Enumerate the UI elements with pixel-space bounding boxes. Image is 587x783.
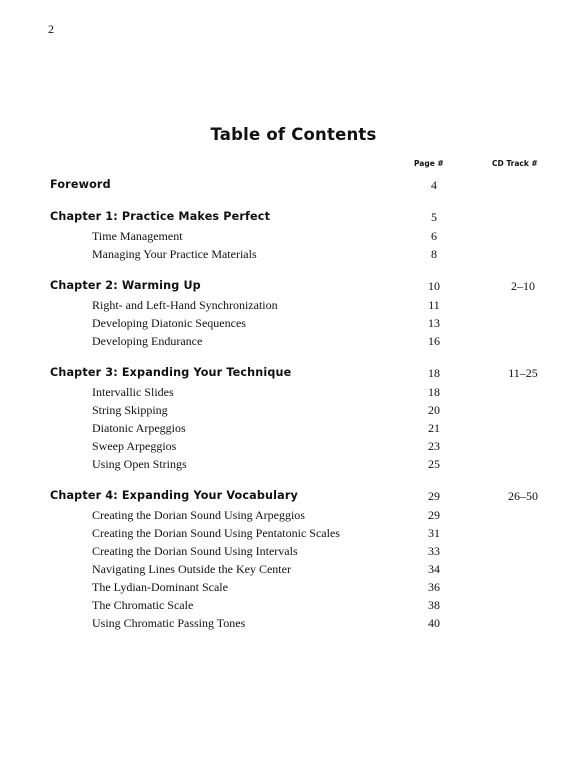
toc-entry-label: The Chromatic Scale bbox=[92, 598, 194, 612]
toc-entry-row bbox=[0, 332, 587, 350]
toc-entry-row bbox=[0, 383, 587, 401]
toc-heading-label: Chapter 2: Warming Up bbox=[50, 279, 201, 292]
toc-cd-track: 11–25 bbox=[508, 366, 538, 380]
toc-entry-label: Developing Endurance bbox=[92, 334, 203, 348]
toc-heading-row bbox=[0, 208, 587, 226]
toc-entry-label: Developing Diatonic Sequences bbox=[92, 316, 246, 330]
toc-heading-label: Foreword bbox=[50, 178, 111, 191]
toc-entry-row bbox=[0, 227, 587, 245]
toc-entry-row bbox=[0, 596, 587, 614]
toc-heading-row bbox=[0, 277, 587, 295]
page-title: Table of Contents bbox=[210, 125, 377, 144]
toc-page-number: 40 bbox=[428, 616, 440, 630]
toc-entry-label: Sweep Arpeggios bbox=[92, 439, 177, 453]
toc-page-number: 33 bbox=[428, 544, 440, 558]
toc-page-number: 11 bbox=[428, 298, 440, 312]
toc-page-number: 10 bbox=[428, 279, 440, 293]
toc-page-number: 13 bbox=[428, 316, 440, 330]
toc-page-number: 20 bbox=[428, 403, 440, 417]
toc-entry-row bbox=[0, 296, 587, 314]
toc-heading-row bbox=[0, 487, 587, 505]
column-header-page: Page # bbox=[414, 159, 444, 168]
toc-entry-label: Managing Your Practice Materials bbox=[92, 247, 257, 261]
toc-page-number: 25 bbox=[428, 457, 440, 471]
toc-page-number: 29 bbox=[428, 508, 440, 522]
toc-page-number: 18 bbox=[428, 366, 440, 380]
toc-cd-track: 2–10 bbox=[511, 279, 535, 293]
toc-entry-label: String Skipping bbox=[92, 403, 168, 417]
toc-entry-label: Navigating Lines Outside the Key Center bbox=[92, 562, 291, 576]
toc-entry-label: Diatonic Arpeggios bbox=[92, 421, 186, 435]
toc-page-number: 29 bbox=[428, 489, 440, 503]
toc-entry-label: Intervallic Slides bbox=[92, 385, 174, 399]
toc-entry-row bbox=[0, 419, 587, 437]
toc-entry-row bbox=[0, 542, 587, 560]
toc-heading-row bbox=[0, 364, 587, 382]
toc-entry-row bbox=[0, 245, 587, 263]
toc-page-number: 31 bbox=[428, 526, 440, 540]
toc-heading-label: Chapter 4: Expanding Your Vocabulary bbox=[50, 489, 298, 502]
toc-heading-row bbox=[0, 176, 587, 194]
toc-entry-row bbox=[0, 524, 587, 542]
toc-entry-row bbox=[0, 437, 587, 455]
toc-entry-row bbox=[0, 401, 587, 419]
toc-heading-label: Chapter 1: Practice Makes Perfect bbox=[50, 210, 271, 223]
toc-cd-track: 26–50 bbox=[508, 489, 538, 503]
toc-entry-label: Creating the Dorian Sound Using Arpeggios bbox=[92, 508, 305, 522]
toc-entry-row bbox=[0, 455, 587, 473]
column-header-cd-track: CD Track # bbox=[492, 159, 538, 168]
toc-page-number: 5 bbox=[431, 210, 437, 224]
toc-page-number: 34 bbox=[428, 562, 440, 576]
toc-entry-label: Using Open Strings bbox=[92, 457, 187, 471]
toc-page-number: 18 bbox=[428, 385, 440, 399]
toc-entry-row bbox=[0, 560, 587, 578]
toc-page-number: 4 bbox=[431, 178, 437, 192]
toc-entry-label: Using Chromatic Passing Tones bbox=[92, 616, 246, 630]
toc-entry-row bbox=[0, 314, 587, 332]
toc-entry-row bbox=[0, 578, 587, 596]
toc-page-number: 8 bbox=[431, 247, 437, 261]
toc-entry-row bbox=[0, 614, 587, 632]
toc-page-number: 21 bbox=[428, 421, 440, 435]
toc-entry-label: Creating the Dorian Sound Using Pentatonic Scales bbox=[92, 526, 340, 540]
toc-entry-row bbox=[0, 506, 587, 524]
toc-entry-label: Creating the Dorian Sound Using Intervals bbox=[92, 544, 298, 558]
toc-entry-label: The Lydian-Dominant Scale bbox=[92, 580, 228, 594]
toc-entry-label: Time Management bbox=[92, 229, 183, 243]
toc-page-number: 38 bbox=[428, 598, 440, 612]
toc-page-number: 23 bbox=[428, 439, 440, 453]
toc-page-number: 16 bbox=[428, 334, 440, 348]
toc-page-number: 36 bbox=[428, 580, 440, 594]
toc-entry-label: Right- and Left-Hand Synchronization bbox=[92, 298, 278, 312]
toc-page-number: 6 bbox=[431, 229, 437, 243]
toc-heading-label: Chapter 3: Expanding Your Technique bbox=[50, 366, 292, 379]
page-number: 2 bbox=[48, 22, 54, 36]
